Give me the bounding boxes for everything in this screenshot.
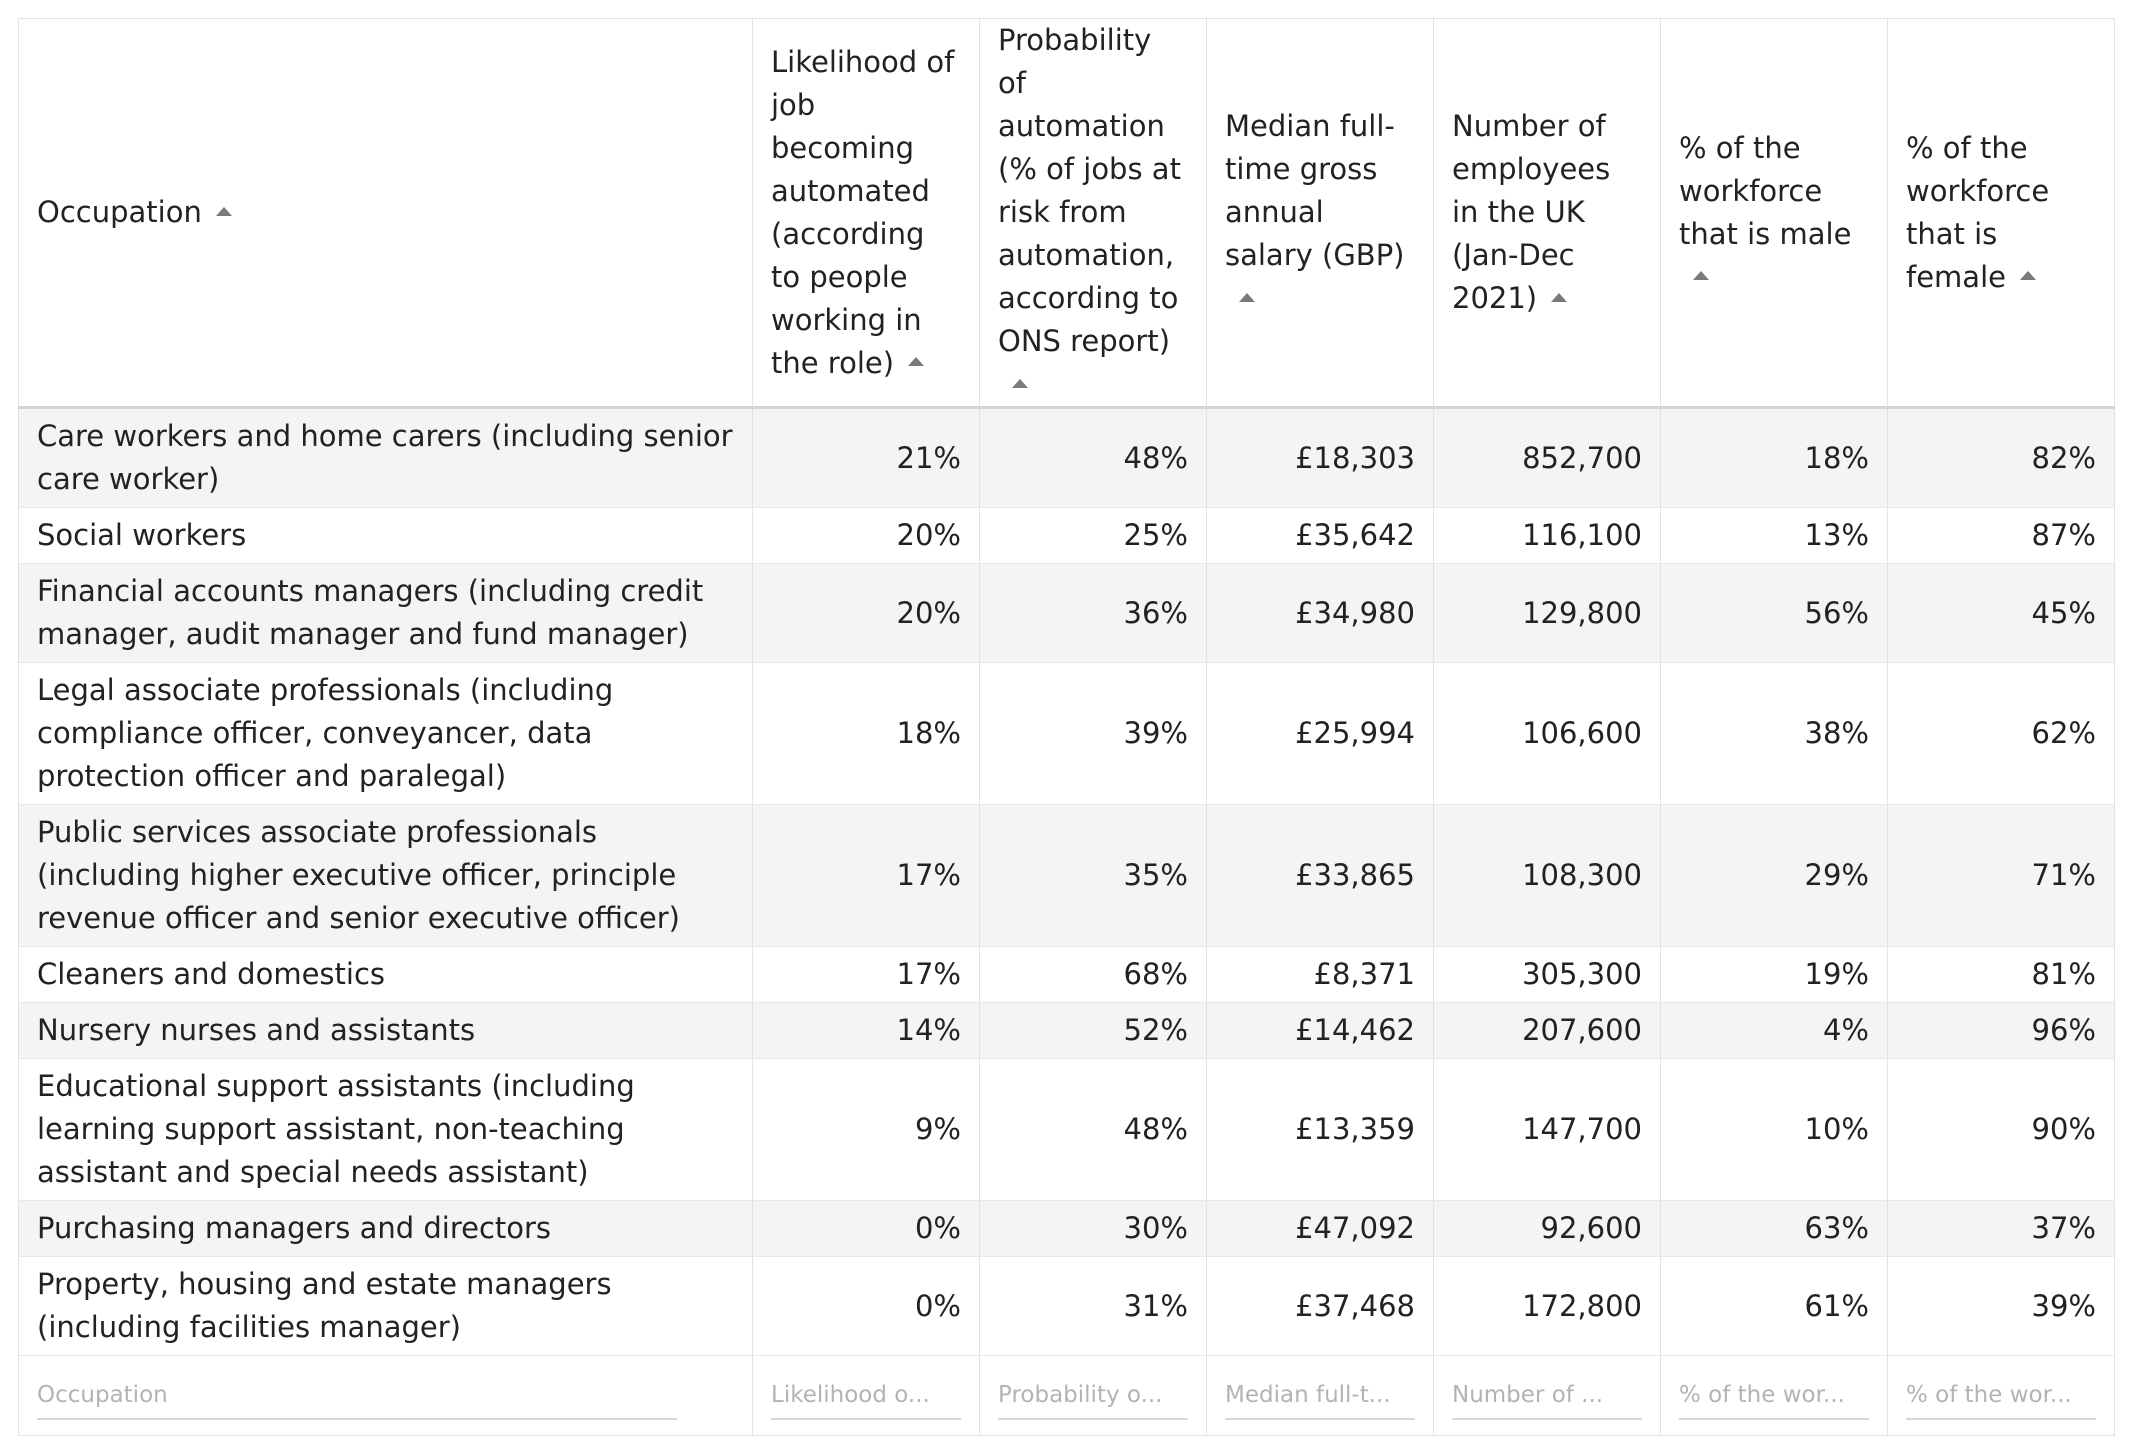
sort-ascending-arrow-icon[interactable] [1012,379,1028,388]
cell-probability: 36% [980,564,1207,663]
cell-probability: 48% [980,1059,1207,1201]
cell-occupation: Care workers and home carers (including senior care worker) [19,408,753,508]
column-header-label: Likelihood of job becoming automated (according to people working in the role) [771,44,955,380]
filter-cell-likelihood [753,1356,980,1436]
cell-likelihood: 0% [753,1257,980,1356]
filter-row [19,1356,2115,1436]
cell-female: 87% [1888,508,2115,564]
filter-input-employees[interactable] [1452,1376,1642,1420]
cell-salary: £25,994 [1207,663,1434,805]
cell-female: 71% [1888,805,2115,947]
cell-likelihood: 20% [753,564,980,663]
occupations-table [18,18,2115,1436]
column-header-likelihood[interactable] [753,19,980,408]
cell-salary: £47,092 [1207,1201,1434,1257]
column-header-label: % of the workforce that is female [1906,130,2050,294]
filter-input-probability[interactable] [998,1376,1188,1420]
sort-ascending-arrow-icon[interactable] [1693,271,1709,280]
sort-ascending-arrow-icon[interactable] [1239,293,1255,302]
cell-female: 96% [1888,1003,2115,1059]
column-header-label: Occupation [37,195,202,229]
cell-employees: 852,700 [1434,408,1661,508]
cell-probability: 30% [980,1201,1207,1257]
sort-ascending-arrow-icon[interactable] [1551,293,1567,302]
cell-male: 56% [1661,564,1888,663]
column-header-probability[interactable] [980,19,1207,408]
cell-salary: £33,865 [1207,805,1434,947]
filter-cell-salary [1207,1356,1434,1436]
cell-probability: 31% [980,1257,1207,1356]
cell-female: 82% [1888,408,2115,508]
cell-employees: 172,800 [1434,1257,1661,1356]
cell-salary: £8,371 [1207,947,1434,1003]
column-header-salary[interactable] [1207,19,1434,408]
filter-input-likelihood[interactable] [771,1376,961,1420]
cell-employees: 305,300 [1434,947,1661,1003]
filter-row-container [19,1356,2115,1436]
filter-input-occupation[interactable] [37,1376,677,1420]
sort-ascending-arrow-icon[interactable] [908,357,924,366]
cell-female: 81% [1888,947,2115,1003]
cell-employees: 116,100 [1434,508,1661,564]
cell-salary: £18,303 [1207,408,1434,508]
table-row [19,508,2115,564]
column-header-employees[interactable] [1434,19,1661,408]
cell-salary: £34,980 [1207,564,1434,663]
table-row [19,663,2115,805]
cell-salary: £13,359 [1207,1059,1434,1201]
table-row [19,947,2115,1003]
cell-employees: 92,600 [1434,1201,1661,1257]
column-header-label: Probability of automation (% of jobs at risk from automation, according to ONS report) [998,23,1181,358]
table-row [19,564,2115,663]
cell-employees: 147,700 [1434,1059,1661,1201]
cell-employees: 106,600 [1434,663,1661,805]
table-row [19,1201,2115,1257]
table-row [19,1257,2115,1356]
cell-probability: 35% [980,805,1207,947]
filter-cell-employees [1434,1356,1661,1436]
column-header-label: Number of employees in the UK (Jan-Dec 2021) [1452,109,1611,315]
cell-male: 19% [1661,947,1888,1003]
filter-input-female[interactable] [1906,1376,2096,1420]
cell-female: 90% [1888,1059,2115,1201]
table-row [19,1059,2115,1201]
cell-male: 63% [1661,1201,1888,1257]
cell-occupation: Cleaners and domestics [19,947,753,1003]
cell-likelihood: 9% [753,1059,980,1201]
column-header-male[interactable] [1661,19,1888,408]
table-row [19,408,2115,508]
sort-ascending-arrow-icon[interactable] [2020,271,2036,280]
cell-male: 29% [1661,805,1888,947]
filter-input-male[interactable] [1679,1376,1869,1420]
cell-likelihood: 17% [753,947,980,1003]
cell-salary: £37,468 [1207,1257,1434,1356]
cell-male: 4% [1661,1003,1888,1059]
cell-male: 61% [1661,1257,1888,1356]
column-header-label: Median full-time gross annual salary (GBP) [1225,109,1405,272]
column-header-label: % of the workforce that is male [1679,130,1852,251]
cell-occupation: Nursery nurses and assistants [19,1003,753,1059]
column-header-female[interactable] [1888,19,2115,408]
cell-occupation: Educational support assistants (including learning support assistant, non-teaching assistant and special needs assistant) [19,1059,753,1201]
table-header [19,19,2115,408]
cell-probability: 39% [980,663,1207,805]
cell-likelihood: 14% [753,1003,980,1059]
cell-occupation: Purchasing managers and directors [19,1201,753,1257]
cell-likelihood: 21% [753,408,980,508]
cell-occupation: Public services associate professionals (including higher executive officer, principle revenue officer and senior executive officer) [19,805,753,947]
filter-input-salary[interactable] [1225,1376,1415,1420]
cell-male: 18% [1661,408,1888,508]
cell-female: 37% [1888,1201,2115,1257]
table-container [18,18,2114,1436]
filter-cell-male [1661,1356,1888,1436]
cell-employees: 129,800 [1434,564,1661,663]
cell-occupation: Social workers [19,508,753,564]
table-row [19,1003,2115,1059]
cell-salary: £35,642 [1207,508,1434,564]
cell-male: 13% [1661,508,1888,564]
cell-likelihood: 17% [753,805,980,947]
cell-employees: 207,600 [1434,1003,1661,1059]
cell-likelihood: 0% [753,1201,980,1257]
cell-occupation: Legal associate professionals (including compliance officer, conveyancer, data protection officer and paralegal) [19,663,753,805]
cell-male: 38% [1661,663,1888,805]
filter-cell-female [1888,1356,2115,1436]
cell-salary: £14,462 [1207,1003,1434,1059]
cell-occupation: Financial accounts managers (including credit manager, audit manager and fund manager) [19,564,753,663]
table-body [19,408,2115,1356]
table-row [19,805,2115,947]
cell-female: 62% [1888,663,2115,805]
cell-likelihood: 20% [753,508,980,564]
cell-female: 45% [1888,564,2115,663]
cell-female: 39% [1888,1257,2115,1356]
cell-male: 10% [1661,1059,1888,1201]
sort-ascending-arrow-icon[interactable] [216,207,232,216]
filter-cell-probability [980,1356,1207,1436]
filter-cell-occupation [19,1356,753,1436]
cell-likelihood: 18% [753,663,980,805]
cell-employees: 108,300 [1434,805,1661,947]
cell-probability: 52% [980,1003,1207,1059]
cell-probability: 68% [980,947,1207,1003]
header-row [19,19,2115,408]
column-header-occupation[interactable] [19,19,753,408]
cell-probability: 48% [980,408,1207,508]
cell-probability: 25% [980,508,1207,564]
cell-occupation: Property, housing and estate managers (including facilities manager) [19,1257,753,1356]
